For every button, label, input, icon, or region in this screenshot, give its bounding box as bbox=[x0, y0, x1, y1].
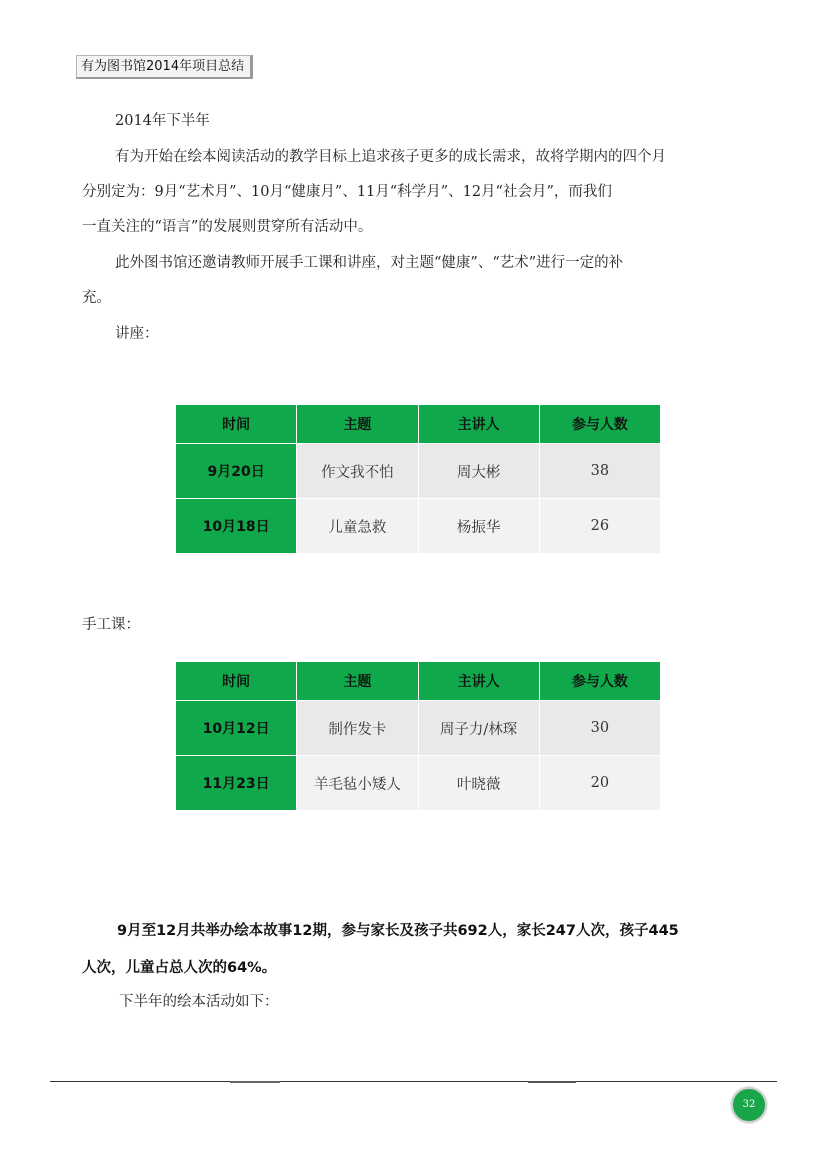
speaker-cell: 周大彬 bbox=[419, 444, 539, 498]
paragraph-1-line-2: 分别定为：9月“艺术月”、10月“健康月”、11月“科学月”、12月“社会月”，而我们 bbox=[82, 184, 612, 200]
table-row bbox=[176, 756, 660, 810]
summary-line-2: 人次，儿童占总人次的64%。 bbox=[82, 960, 277, 976]
topic-cell: 制作发卡 bbox=[297, 701, 417, 755]
table-row bbox=[176, 701, 660, 755]
speaker-cell: 杨振华 bbox=[419, 499, 539, 553]
date-cell: 9月20日 bbox=[176, 444, 296, 498]
column-header-topic: 主题 bbox=[297, 662, 417, 700]
paragraph-2-line-2: 充。 bbox=[82, 290, 111, 306]
table-header-row bbox=[176, 662, 660, 700]
craft-label: 手工课： bbox=[82, 617, 140, 633]
column-header-attendance: 参与人数 bbox=[540, 405, 660, 443]
date-cell: 11月23日 bbox=[176, 756, 296, 810]
craft-table bbox=[175, 661, 661, 811]
section-heading: 2014年下半年 bbox=[115, 113, 210, 129]
column-header-speaker: 主讲人 bbox=[419, 405, 539, 443]
topic-cell: 作文我不怕 bbox=[297, 444, 417, 498]
column-header-time: 时间 bbox=[176, 662, 296, 700]
table-row bbox=[176, 444, 660, 498]
speaker-cell: 周子力/林琛 bbox=[419, 701, 539, 755]
attendance-cell: 30 bbox=[540, 701, 660, 755]
footer-divider bbox=[50, 1081, 777, 1082]
page-number-badge: 32 bbox=[731, 1087, 767, 1123]
date-cell: 10月18日 bbox=[176, 499, 296, 553]
paragraph-2-line-1: 此外图书馆还邀请教师开展手工课和讲座，对主题“健康”、“艺术”进行一定的补 bbox=[115, 255, 624, 271]
paragraph-1-line-1: 有为开始在绘本阅读活动的教学目标上追求孩子更多的成长需求，故将学期内的四个月 bbox=[115, 149, 666, 165]
column-header-attendance: 参与人数 bbox=[540, 662, 660, 700]
closing-text: 下半年的绘本活动如下： bbox=[119, 994, 279, 1010]
speaker-cell: 叶晓薇 bbox=[419, 756, 539, 810]
topic-cell: 羊毛毡小矮人 bbox=[297, 756, 417, 810]
column-header-topic: 主题 bbox=[297, 405, 417, 443]
attendance-cell: 26 bbox=[540, 499, 660, 553]
topic-cell: 儿童急救 bbox=[297, 499, 417, 553]
lecture-label: 讲座： bbox=[115, 326, 159, 342]
summary-line-1: 9月至12月共举办绘本故事12期，参与家长及孩子共692人，家长247人次，孩子445 bbox=[117, 923, 679, 939]
attendance-cell: 38 bbox=[540, 444, 660, 498]
attendance-cell: 20 bbox=[540, 756, 660, 810]
footer-divider-accent bbox=[230, 1081, 280, 1083]
table-header-row bbox=[176, 405, 660, 443]
paragraph-1-line-3: 一直关注的“语言”的发展则贯穿所有活动中。 bbox=[82, 219, 373, 235]
footer-divider-accent bbox=[528, 1081, 576, 1083]
date-cell: 10月12日 bbox=[176, 701, 296, 755]
table-row bbox=[176, 499, 660, 553]
lecture-table bbox=[175, 404, 661, 554]
column-header-speaker: 主讲人 bbox=[419, 662, 539, 700]
column-header-time: 时间 bbox=[176, 405, 296, 443]
document-header-title: 有为图书馆2014年项目总结 bbox=[76, 55, 253, 79]
